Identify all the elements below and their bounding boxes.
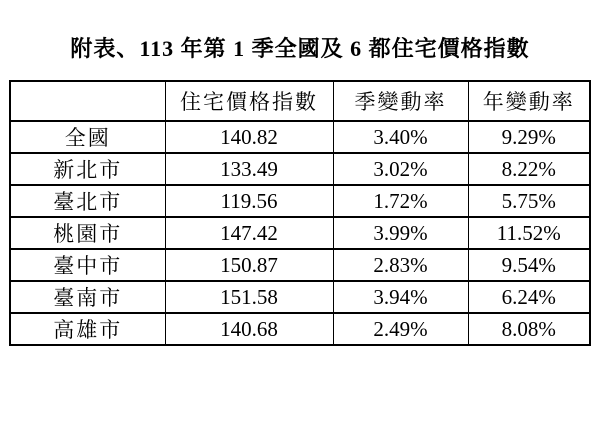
cell-quarterly-change: 3.94% [333,281,468,313]
header-annual-change: 年變動率 [468,81,590,121]
cell-quarterly-change: 3.40% [333,121,468,153]
cell-price-index: 150.87 [165,249,333,281]
cell-region: 桃園市 [10,217,165,249]
table-row-kaohsiung [10,313,590,345]
cell-quarterly-change: 3.99% [333,217,468,249]
cell-quarterly-change: 2.49% [333,313,468,345]
table-row-taipei [10,185,590,217]
cell-annual-change: 11.52% [468,217,590,249]
cell-annual-change: 9.29% [468,121,590,153]
table-row-new-taipei [10,153,590,185]
cell-region: 臺北市 [10,185,165,217]
cell-region: 全國 [10,121,165,153]
cell-price-index: 133.49 [165,153,333,185]
header-quarterly-change: 季變動率 [333,81,468,121]
cell-quarterly-change: 3.02% [333,153,468,185]
cell-price-index: 119.56 [165,185,333,217]
housing-price-index-table [9,80,591,346]
cell-quarterly-change: 2.83% [333,249,468,281]
table-header-row [10,81,590,121]
cell-annual-change: 9.54% [468,249,590,281]
cell-quarterly-change: 1.72% [333,185,468,217]
cell-region: 臺中市 [10,249,165,281]
cell-annual-change: 8.08% [468,313,590,345]
cell-region: 高雄市 [10,313,165,345]
cell-price-index: 140.82 [165,121,333,153]
header-price-index: 住宅價格指數 [165,81,333,121]
cell-annual-change: 8.22% [468,153,590,185]
table-row-national [10,121,590,153]
cell-price-index: 151.58 [165,281,333,313]
cell-price-index: 140.68 [165,313,333,345]
page-title: 附表、113 年第 1 季全國及 6 都住宅價格指數 [70,36,530,61]
cell-price-index: 147.42 [165,217,333,249]
cell-annual-change: 5.75% [468,185,590,217]
cell-annual-change: 6.24% [468,281,590,313]
table-row-taoyuan [10,217,590,249]
table-row-taichung [10,249,590,281]
document-page [0,36,600,436]
cell-region: 臺南市 [10,281,165,313]
header-region-blank [10,81,165,121]
table-row-tainan [10,281,590,313]
cell-region: 新北市 [10,153,165,185]
